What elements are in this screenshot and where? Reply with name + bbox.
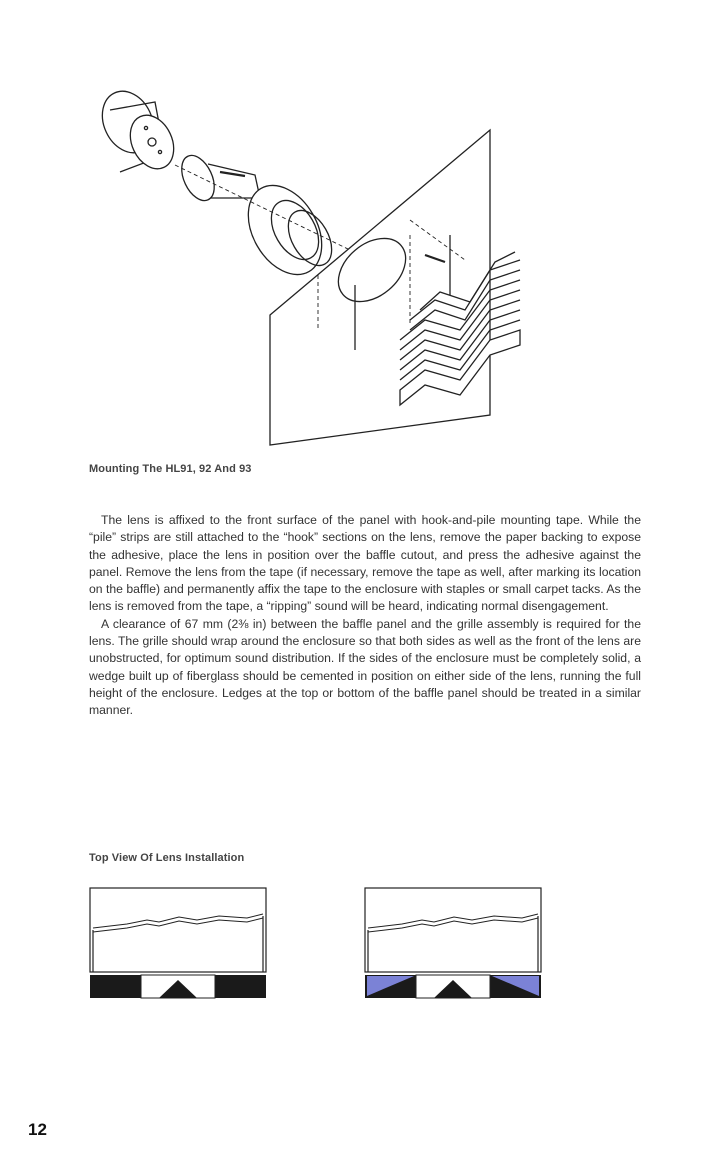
baffle-panel <box>270 130 490 445</box>
top-view-diagram-with-wedges <box>362 884 544 1002</box>
figure-caption: Mounting The HL91, 92 And 93 <box>89 463 252 475</box>
grille-frame <box>90 888 266 972</box>
page-number: 12 <box>28 1120 47 1139</box>
body-text <box>89 512 641 720</box>
paragraph-mounting: The lens is affixed to the front surface of the panel with hook-and-pile mounting tape. While the “pile” strips are still attached to the “hook” sections on the lens, remove the paper backing to expose the adhesive, place the lens in position over the baffle cutout, and press the adhesive against the panel. Remove the lens from the tape (if necessary, remove the tape as well, after marking its location on the baffle) and permanently affix the tape to the enclosure with staples or small carpet tacks. As the lens is removed from the tape, a “ripping” sound will be heard, indicating normal disengagement. <box>89 513 641 614</box>
mounting-screw <box>220 172 245 176</box>
driver-face <box>122 108 182 176</box>
paragraph-clearance: A clearance of 67 mm (2⅜ in) between the baffle panel and the grille assembly is required for the lens. The grille should wrap around the enclosure so that both sides as well as the front of the lens are unobstructed, for optimum sound distribution. If the sides of the enclosure must be completely solid, a wedge built up of fiberglass should be cemented in position on either side of the lens, running the full height of the enclosure. Ledges at the top or bottom of the baffle panel should be treated in a similar manner. <box>89 616 641 718</box>
mounting-flange <box>233 172 336 287</box>
baffle-panel-section <box>365 975 541 998</box>
top-view-diagram-without-wedges <box>87 884 269 1002</box>
lens-mounting-exploded-illustration <box>80 80 560 460</box>
diagram-caption: Top View Of Lens Installation <box>89 852 245 864</box>
baffle-panel-section <box>90 975 266 998</box>
grille-frame <box>365 888 541 972</box>
